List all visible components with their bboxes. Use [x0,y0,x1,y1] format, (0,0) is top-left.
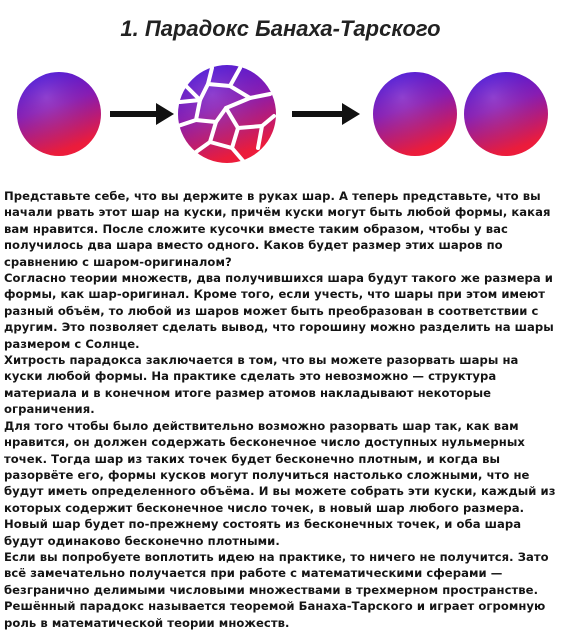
paragraph: Если вы попробуете воплотить идею на практике, то ничего не получится. Зато всё замечательно получается при работе с математическими сферами — безгранично делимыми числовыми множествами в трехмерном пространстве. Решённый парадокс называется теоремой Банаха-Тарского и играет огромную роль в математической теории множеств. [4,549,549,630]
paragraph: Для того чтобы было действительно возможно разорвать шар так, как вам нравится, он должен содержать бесконечное число доступных нульмерных точек. Тогда шар из таких точек будет бесконечно плотным, и когда вы разорвёте его, формы кусков могут получиться настолько сложными, что не будут иметь определенного объёма. И вы можете собрать эти куски, каждый из которых содержит бесконечное число точек, в новый шар любого размера. Новый шар будет по-прежнему состоять из бесконечных точек, и оба шара будут одинаково бесконечно плотными. [4,418,556,548]
arrow-right-icon [110,103,174,125]
arrow-right-icon [292,103,360,125]
paragraph: Представьте себе, что вы держите в руках шар. А теперь представьте, что вы начали рвать этот шар на куски, причём куски могут быть любой формы, какая вам нравится. После сложите кусочки вместе таким образом, чтобы у вас получилось два шара вместо одного. Каков будет размер этих шаров по сравнению с шаром-оригиналом? [4,189,551,269]
banach-tarski-diagram [0,64,561,184]
paragraph: Согласно теории множеств, два получившихся шара будут такого же размера и формы, как шар-оригинал. Кроме того, если учесть, что шары при этом имеют разный объём, то любой из шаров может быть преобразован в соответствии с другим. Это позволяет сделать вывод, что горошину можно разделить на шары размером с Солнце. [4,271,554,351]
paragraph: Хитрость парадокса заключается в том, что вы можете разорвать шары на куски любой формы. На практике сделать это невозможно — структура материала и в конечном итоге размер атомов накладывают некоторые ограничения. [4,353,519,417]
original-sphere-icon [17,72,101,156]
fragmented-sphere-icon [178,65,276,163]
page-title: 1. Парадокс Банаха-Тарского [120,16,441,41]
article-body [4,188,556,631]
result-sphere-1-icon [373,72,457,156]
result-sphere-2-icon [464,72,548,156]
